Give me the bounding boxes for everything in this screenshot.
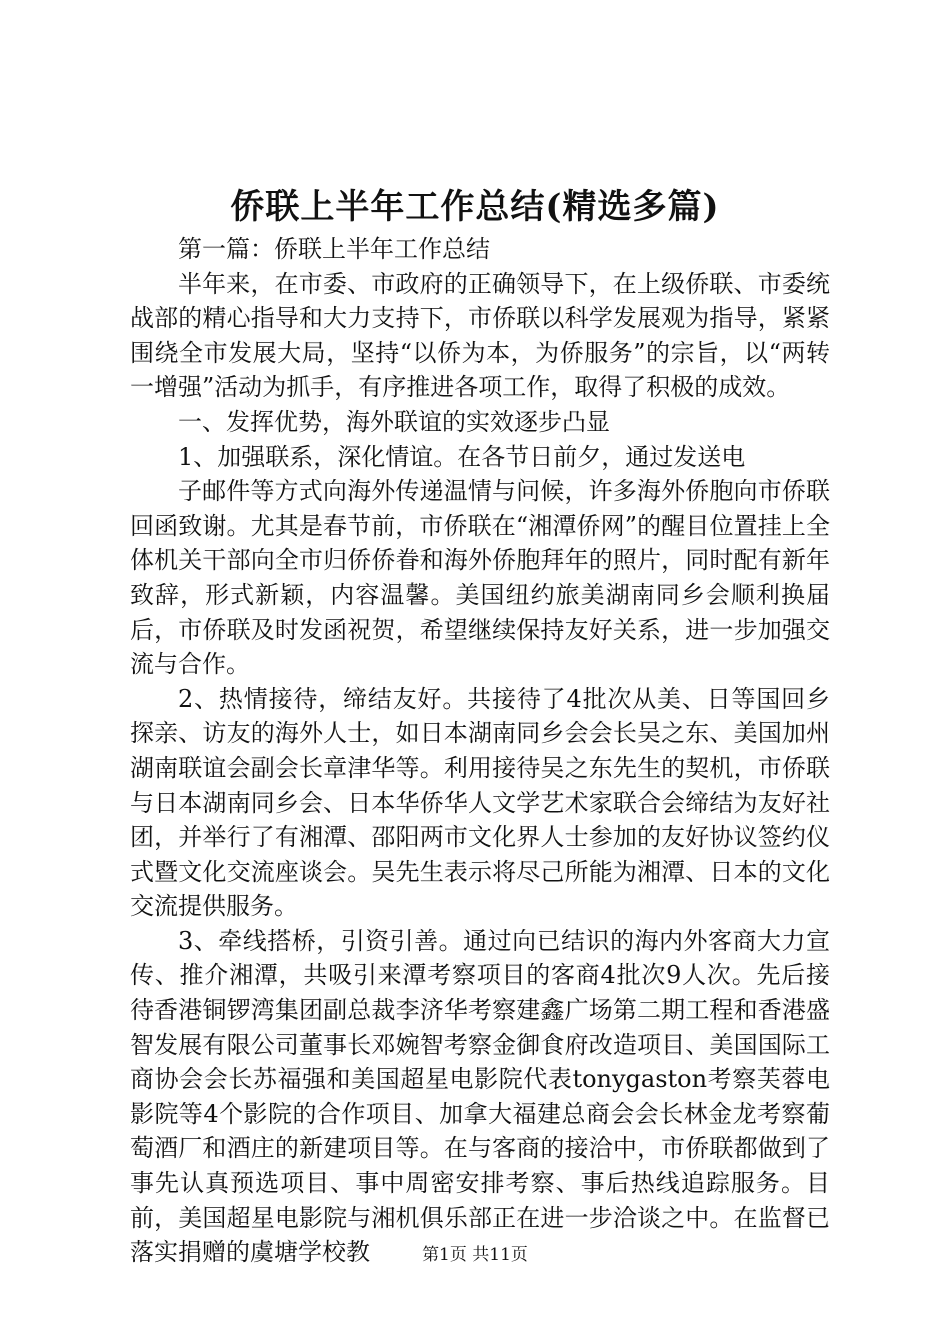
paragraph-item-1-start: 1、加强联系，深化情谊。在各节日前夕，通过发送电 xyxy=(178,442,746,471)
section-heading: 第一篇：侨联上半年工作总结 xyxy=(178,235,490,263)
paragraph-intro: 半年来，在市委、市政府的正确领导下，在上级侨联、市委统战部的精心指导和大力支持下，市侨联以科学发展观为指导，紧紧围绕全市发展大局，坚持“以侨为本，为侨服务”的宗旨，以“两转一增强”活动为抓手，有序推进各项工作，取得了积极的成效。 xyxy=(130,269,830,402)
document-title: 侨联上半年工作总结(精选多篇) xyxy=(230,187,720,227)
page-number-footer: 第1页 共11页 xyxy=(422,1245,528,1265)
paragraph-item-2: 2、热情接待，缔结友好。共接待了4批次从美、日等国回乡探亲、访友的海外人士，如日本湖南同乡会会长吴之东、美国加州湖南联谊会副会长章津华等。利用接待吴之东先生的契机，市侨联与日本湖南同乡会、日本华侨华人文学艺术家联合会缔结为友好社团，并举行了有湘潭、邵阳两市文化界人士参加的友好协议签约仪式暨文化交流座谈会。吴先生表示将尽己所能为湘潭、日本的文化交流提供服务。 xyxy=(130,684,830,921)
paragraph-item-1-cont: 子邮件等方式向海外传递温情与问候，许多海外侨胞向市侨联回函致谢。尤其是春节前，市侨联在“湘潭侨网”的醒目位置挂上全体机关干部向全市归侨侨眷和海外侨胞拜年的照片，同时配有新年致辞，形式新颖，内容温馨。美国纽约旅美湖南同乡会顺利换届后，市侨联及时发函祝贺，希望继续保持友好关系，进一步加强交流与合作。 xyxy=(130,477,830,679)
paragraph-item-3: 3、牵线搭桥，引资引善。通过向已结识的海内外客商大力宣传、推介湘潭，共吸引来潭考察项目的客商4批次9人次。先后接待香港铜锣湾集团副总裁李济华考察建鑫广场第二期工程和香港盛智发展有限公司董事长邓婉智考察金御食府改造项目、美国国际工商协会会长苏福强和美国超星电影院代表tonygaston考察芙蓉电影院等4个影院的合作项目、加拿大福建总商会会长林金龙考察葡萄酒厂和酒庄的新建项目等。在与客商的接洽中，市侨联都做到了事先认真预选项目、事中周密安排考察、事后热线追踪服务。目前，美国超星电影院与湘机俱乐部正在进一步洽谈之中。在监督已落实捐赠的虞塘学校教 xyxy=(130,926,830,1267)
section-heading-1: 一、发挥优势，海外联谊的实效逐步凸显 xyxy=(178,407,610,436)
document-body xyxy=(130,232,830,1270)
